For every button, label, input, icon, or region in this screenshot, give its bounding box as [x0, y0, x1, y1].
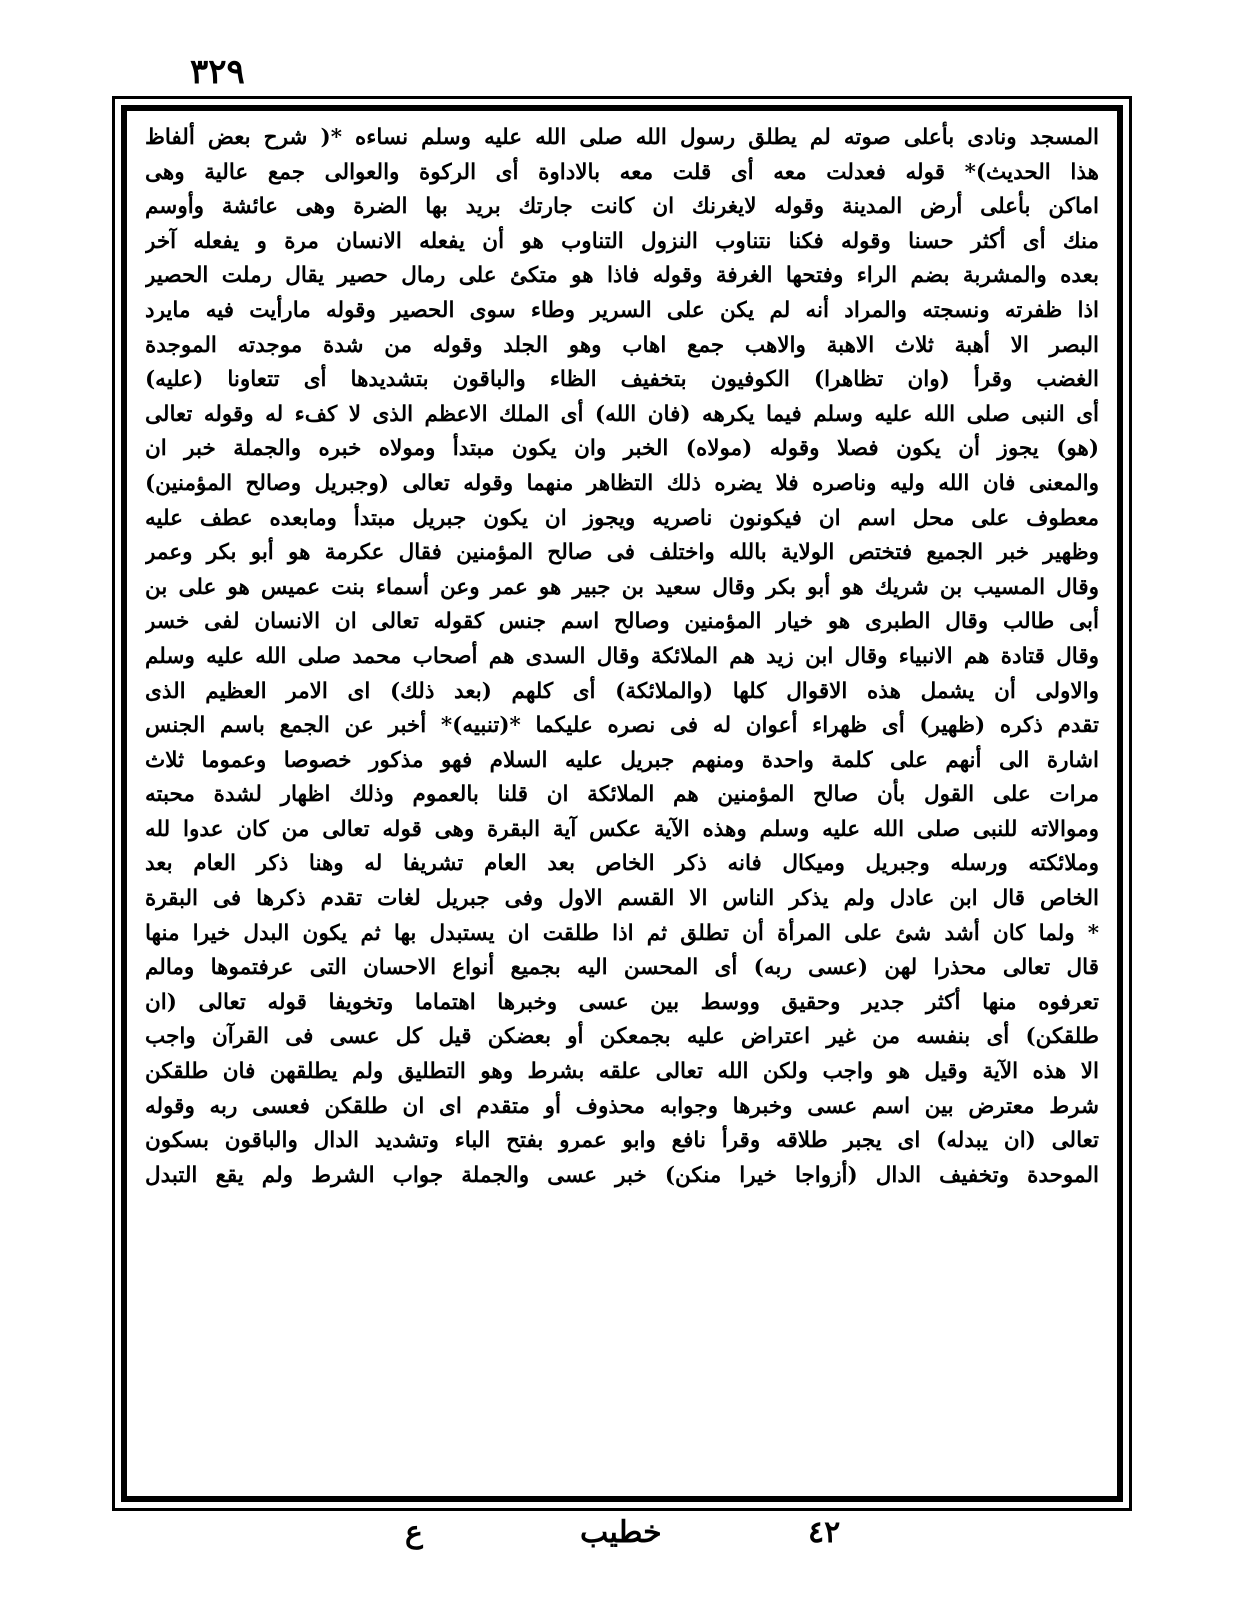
footer-signature-right: ٤٢ — [808, 1515, 841, 1550]
text-line: قال تعالى محذرا لهن (عسى ربه) أى المحسن اليه بجميع أنواع الاحسان التى عرفتموها ومالم — [145, 955, 1099, 981]
text-line: معطوف على محل اسم ان فيكونون ناصريه ويجوز ان يكون جبريل مبتدأ ومابعده عطف عليه — [145, 505, 1099, 531]
footer — [0, 1515, 1240, 1565]
page-number: ٣٢٩ — [190, 52, 245, 92]
text-line: تعالى (ان يبدله) اى يجبر طلاقه وقرأ نافع وابو عمرو بفتح الباء وتشديد الدال والباقون بسكون — [145, 1128, 1099, 1154]
footer-signature-center: خطيب — [580, 1515, 662, 1550]
text-line: أبى طالب وقال الطبرى هو خيار المؤمنين وصالح اسم جنس كقوله تعالى ان الانسان لفى خسر — [145, 609, 1099, 635]
footer-signature-left: ع — [405, 1515, 423, 1550]
text-line: الموحدة وتخفيف الدال (أزواجا خيرا منكن) خبر عسى والجملة جواب الشرط ولم يقع التبدل — [145, 1162, 1099, 1188]
text-line: بعده والمشربة بضم الراء وفتحها الغرفة وقوله فاذا هو متكئ على رمال حصير يقال رملت الحصير — [145, 263, 1099, 289]
text-line: اماكن بأعلى أرض المدينة وقوله لايغرنك ان كانت جارتك بريد بها الضرة وهى عائشة وأوسم — [145, 194, 1099, 220]
text-line: والاولى أن يشمل هذه الاقوال كلها (والملائكة) أى كلهم (بعد ذلك) اى الامر العظيم الذى — [145, 678, 1099, 704]
text-line: اشارة الى أنهم على كلمة واحدة ومنهم جبريل عليه السلام فهو مذكور خصوصا وعموما ثلاث — [145, 747, 1099, 773]
text-line: هذا الحديث)* قوله فعدلت معه أى قلت معه بالاداوة أى الركوة والعوالى جمع عالية وهى — [145, 159, 1099, 185]
text-line: الا هذه الآية وقيل هو واجب ولكن الله تعالى علقه بشرط وهو التطليق ولم يطلقهن فان طلقكن — [145, 1059, 1099, 1085]
text-line: تعرفوه منها أكثر جدير وحقيق ووسط بين عسى وخبرها اهتماما وتخويفا قوله تعالى (ان — [145, 989, 1099, 1015]
text-line: (هو) يجوز أن يكون فصلا وقوله (مولاه) الخبر وان يكون مبتدأ ومولاه خبره والجملة خبر ان — [145, 436, 1099, 462]
text-line: وملائكته ورسله وجبريل وميكال فانه ذكر الخاص بعد العام تشريفا له وهنا ذكر العام بعد — [145, 851, 1099, 877]
text-line: والمعنى فان الله وليه وناصره فلا يضره ذلك التظاهر منهما وقوله تعالى (وجبريل وصالح المؤمنين) — [145, 470, 1099, 496]
text-line: وقال المسيب بن شريك هو أبو بكر وقال سعيد بن جبير هو عمر وعن أسماء بنت عميس هو على بن — [145, 574, 1099, 600]
text-line: وموالاته للنبى صلى الله عليه وسلم وهذه الآية عكس آية البقرة وهى قوله تعالى من كان عدوا لله — [145, 816, 1099, 842]
text-line: شرط معترض بين اسم عسى وخبرها وجوابه محذوف أو متقدم اى ان طلقكن فعسى ربه وقوله — [145, 1093, 1099, 1119]
text-line: مرات على القول بأن صالح المؤمنين هم الملائكة ان قلنا بالعموم وذلك اظهار لشدة محبته — [145, 782, 1099, 808]
text-line: المسجد ونادى بأعلى صوته لم يطلق رسول الله صلى الله عليه وسلم نساءه *( شرح بعض ألفاظ — [145, 125, 1099, 150]
text-line: اذا ظفرته ونسجته والمراد أنه لم يكن على السرير وطاء سوى الحصير وقوله مارأيت فيه مايرد — [145, 297, 1099, 323]
body-text — [145, 121, 1099, 1480]
text-line: وقال قتادة هم الانبياء وقال ابن زيد هم الملائكة وقال السدى هم أصحاب محمد صلى الله عليه وسلم — [145, 643, 1099, 669]
text-line: تقدم ذكره (ظهير) أى ظهراء أعوان له فى نصره عليكما *(تنبيه)* أخبر عن الجمع باسم الجنس — [145, 713, 1099, 739]
text-line: * ولما كان أشد شئ على المرأة أن تطلق ثم اذا طلقت ان يستبدل بها ثم يكون البدل خيرا منها — [145, 920, 1099, 946]
page-border-inner — [121, 105, 1123, 1502]
text-line: منك أى أكثر حسنا وقوله فكنا نتناوب النزول التناوب هو أن يفعله الانسان مرة و يفعله آخر — [145, 228, 1099, 254]
text-line: الخاص قال ابن عادل ولم يذكر الناس الا القسم الاول وفى جبريل لغات تقدم ذكرها فى البقرة — [145, 886, 1099, 912]
text-line: البصر الا أهبة ثلاث الاهبة والاهب جمع اهاب وهو الجلد وقوله من شدة موجدته الموجدة — [145, 332, 1099, 358]
text-line: طلقكن) أى بنفسه من غير اعتراض عليه بجمعكن أو بعضكن قيل كل عسى فى القرآن واجب — [145, 1024, 1099, 1050]
text-line: وظهير خبر الجميع فتختص الولاية بالله واختلف فى صالح المؤمنين فقال عكرمة هو أبو بكر وعمر — [145, 540, 1099, 566]
text-line: أى النبى صلى الله عليه وسلم فيما يكرهه (فان الله) أى الملك الاعظم الذى لا كفء له وقوله تعالى — [145, 401, 1099, 427]
text-line: الغضب وقرأ (وان تظاهرا) الكوفيون بتخفيف الظاء والباقون بتشديدها أى تتعاونا (عليه) — [145, 367, 1099, 393]
page-border-outer — [112, 96, 1132, 1511]
